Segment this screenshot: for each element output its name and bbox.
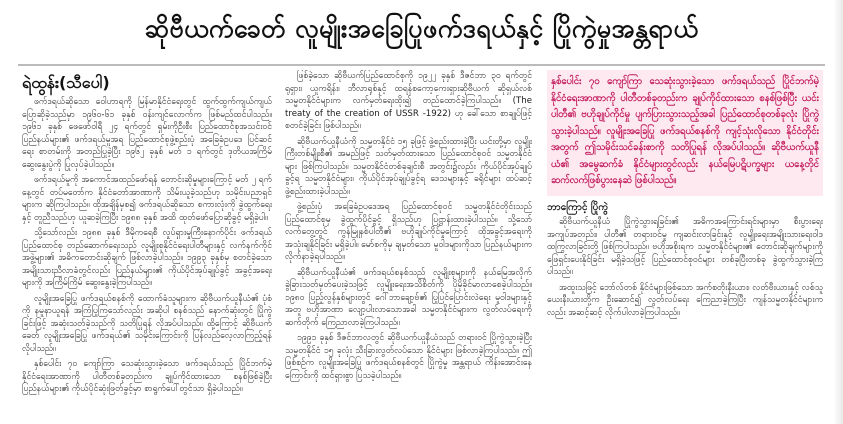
section-subheading: ဘာကြောင့် ပြိုကွဲ — [547, 201, 609, 213]
article-column-2 — [285, 70, 532, 424]
paragraph: အထူးသဖြင့် ဘော်လ်တစ် နိုင်ငံများဖြစ်သော အက်စတိုးနီးယား၊ လတ်ဗီးယားနှင့် လစ်သူယေးနီးယားတို့က ဦးဆောင်၍ လွတ်လပ်ရေး ကြေညာခဲ့ကြပြီး ကျန်သမ္မတနိုင်ငံများကလည်း အဆင့်ဆင့် လိုက်ပါလာခဲ့ကြပါသည်။ — [547, 282, 823, 318]
paragraph: ဖက်ဒရယ်ဆိုသော ဝေါဟာရကို မြန်မာနိုင်ငံရေးတွင် ထွက်ထွက်ကျယ်ကျယ် ပြောဆိုခဲ့သည်မှာ ၁၉၆၀-၆၁ ခုနှစ် ဝန်းကျင်လောက်က ဖြစ်မည်ထင်ပါသည်။ ၁၉၆၁ ခုနှစ် ဖေဖော်ဝါရီ ၂၄ ရက်တွင် ရှမ်းကိုဦးစီး ပြည်ထောင်စုအသင်းဝင် ပြည်နယ်များ၏ ဖက်ဒရယ်မူအရ ပြည်ထောင်စုဖွဲ့စည်းပုံ အခြေခံဥပဒေ ပြင်ဆင်ရေး စာတမ်းကို အတည်ပြုခဲ့ပြီး ၁၉၆၂ ခုနှစ် မတ် ၁ ရက်တွင် ဒုတိယအကြိမ်ဆွေးနွေးပွဲကို ပြုလုပ်ခဲ့ပါသည်။ — [22, 97, 272, 170]
paragraph: ဖက်ဒရယ်မူကို အကောင်အထည်ဖော်ရန် တောင်းဆိုမှုများကြောင့် မတ် ၂ ရက်နေ့တွင် တပ်မတော်က နိုင်ငံတော်အာဏာကို သိမ်းယူခဲ့သည်ဟု သမိုင်းပညာရှင်များက ဆိုကြပါသည်။ ထိုအချိန်မှစ၍ ဖက်ဒရယ်ဆိုသော စကားလုံးကို ခွဲထွက်ရေးနှင့် တူညီသည်ဟု ယူဆခဲ့ကြပြီး ၁၉၈၈ ခုနှစ် အထိ ထုတ်ဖော်ပြောဆိုခွင့် မရှိခဲ့ပါ။ — [22, 175, 272, 223]
paragraph: ဆိုဗီယက်ယူနီယံကို သမ္မတနိုင်ငံ ၁၅ ခုဖြင့် ဖွဲ့စည်းထားခဲ့ပြီး ယင်းတို့မှာ လူမျိုးကြီးတစ်မျိုးစီ၏ အမည်ဖြင့် သတ်မှတ်ထားသော ပြည်ထောင်စုဝင် သမ္မတနိုင်ငံများ ဖြစ်ကြပါသည်။ သမ္မတနိုင်ငံတစ်ခုချင်းစီ အတွင်း၌လည်း ကိုယ်ပိုင်အုပ်ချုပ်ခွင့်ရ သမ္မတနိုင်ငံများ၊ ကိုယ်ပိုင်အုပ်ချုပ်ခွင့်ရ ဒေသများနှင့် ခရိုင်များ ထပ်ဆင့်ဖွဲ့စည်းထားခဲ့ပါသည်။ — [285, 136, 532, 197]
article-column-3 — [547, 70, 823, 424]
article-column-1 — [22, 96, 272, 424]
paragraph: သို့သော်လည်း ၁၉၈၈ ခုနှစ် ဒီမိုကရေစီ လှုပ်ရှားမှုကြီးနောက်ပိုင်း ဖက်ဒရယ် ပြည်ထောင်စု တည်ဆောက်ရေးသည် လူမျိုးစုနိုင်ငံရေးပါတီများနှင့် လက်နက်ကိုင်အဖွဲ့များ၏ အဓိကတောင်းဆိုချက် ဖြစ်လာခဲ့ပါသည်။ ၁၉၉၃ ခုနှစ်မှ စတင်ခဲ့သော အမျိုးသားညီလာခံတွင်လည်း ပြည်နယ်များ၏ ကိုယ်ပိုင်အုပ်ချုပ်ခွင့် အခွင့်အရေးများကို အကြိမ်ကြိမ် ဆွေးနွေးခဲ့ကြပါသည်။ — [22, 228, 272, 288]
paragraph: ဆိုဗီယက်ယူနီယံ၏ ဖက်ဒရယ်စနစ်သည် လူမျိုးစုများကို နယ်မြေအလိုက် ခွဲခြားသတ်မှတ်ပေးခဲ့သဖြင့် လူမျိုးရေးအသိစိတ်ကို ပိုမိုခိုင်မာလာစေခဲ့ပါသည်။ ၁၉၈၀ ပြည့်လွန်နှစ်များတွင် ဂေါ်ဘာချော့ဗ်၏ ပြုပြင်ပြောင်းလဲရေး မူဝါဒများနှင့်အတူ ဗဟိုအာဏာ လျော့ပါးလာသောအခါ သမ္မတနိုင်ငံများက လွတ်လပ်ရေးကို ဆက်တိုက် ကြေညာလာခဲ့ကြပါသည်။ — [285, 267, 532, 328]
paragraph: ဖွဲ့စည်းပုံ အခြေခံဥပဒေအရ ပြည်ထောင်စုဝင် သမ္မတနိုင်ငံတိုင်းသည် ပြည်ထောင်စုမှ ခွဲထွက်ပိုင်ခွင့် ရှိသည်ဟု ပြဋ္ဌာန်းထားခဲ့ပါသည်။ သို့သော် လက်တွေ့တွင် ကွန်မြူနစ်ပါတီ၏ ဗဟိုချုပ်ကိုင်မှုကြောင့် ထိုအခွင့်အရေးကို အသုံးချနိုင်ခြင်း မရှိခဲ့ပါ။ မော်စကိုမှ ချမှတ်သော မူဝါဒများကိုသာ ပြည်နယ်များက လိုက်နာခဲ့ရပါသည်။ — [285, 202, 532, 262]
paragraph: လူမျိုးအခြေပြု ဖက်ဒရယ်စနစ်ကို ထောက်ခံသူများက ဆိုဗီယက်ယူနီယံ၏ ပုံစံကို နမူနာယူရန် အကြံပြုကြသော်လည်း အဆိုပါ စနစ်သည် နောက်ဆုံးတွင် ပြိုကွဲခြင်းဖြင့် အဆုံးသတ်ခဲ့သည်ကို သတိပြုရန် လိုအပ်ပါသည်။ ထို့ကြောင့် ဆိုဗီယက်ခေတ် လူမျိုးအခြေပြု ဖက်ဒရယ်၏ သမိုင်းကြောင်းကို ပြန်လည်လေ့လာကြည့်ရန် လိုပါသည်။ — [22, 293, 272, 354]
paragraph: ဖြစ်ခဲ့သော ဆိုဗီယက်ပြည်ထောင်စုကို ၁၉၂၂ ခုနှစ် ဒီဇင်ဘာ ၃၀ ရက်တွင် ရုရှား၊ ယူကရိန်း၊ ဘီလာရုစ်နှင့် ထရန်စကော့ကေးရှားဆိုဗီယက် ဆိုရှယ်လစ် သမ္မတနိုင်ငံများက လက်မှတ်ရေးထိုး၍ တည်ထောင်ခဲ့ကြပါသည်။ (The treaty of the creation of USSR -1922) ဟု ခေါ်သော စာချုပ်ဖြင့် စတင်ခဲ့ခြင်း ဖြစ်ပါသည်။ — [285, 71, 532, 131]
pull-quote-text: နှစ်ပေါင်း ၇၀ ကျော်ကြာ သေဆုံးသွားခဲ့သော ဖက်ဒရယ်သည် ပြိုင်ဘက်မဲ့ နိုင်ငံရေးအာဏာကို ပါတီတစ်ခုတည်းက ချုပ်ကိုင်ထားသော စနစ်ဖြစ်ပြီး ယင်းပါတီ၏ ဗဟိုချုပ်ကိုင်မှု ပျက်ပြားသွားသည့်အခါ ပြည်ထောင်စုတစ်ခုလုံး ပြိုကွဲသွားခဲ့ပါသည်။ လူမျိုးအခြေပြု ဖက်ဒရယ်စနစ်ကို ကျင့်သုံးလိုသော နိုင်ငံတိုင်းအတွက် ဤသမိုင်းသင်ခန်းစာကို သတိပြုရန် လိုအပ်ပါသည်။ ဆိုဗီယက်ယူနီယံ၏ အမွေဆက်ခံ နိုင်ငံများတွင်လည်း နယ်မြေပဋိပက္ခများ ယနေ့တိုင် ဆက်လက်ဖြစ်ပွားနေဆဲ ဖြစ်ပါသည်။ — [551, 76, 819, 186]
headline-divider — [18, 64, 825, 66]
page-edge-shadow — [833, 0, 843, 424]
article-headline: ဆိုဗီယက်ခေတ် လူမျိုးအခြေပြုဖက်ဒရယ်နှင့် ပြိုကွဲမှုအန္တရာယ် — [144, 13, 699, 43]
paragraph: ဆိုဗီယက်ယူနီယံ ပြိုကွဲသွားရခြင်း၏ အဓိကအကြောင်းရင်းများမှာ စီးပွားရေးအကျပ်အတည်း၊ ပါတီ၏ တရားဝင်မှု ကျဆင်းလာခြင်းနှင့် လူမျိုးရေးအမျိုးသားရေးဝါဒ ထကြွလာခြင်းတို့ ဖြစ်ကြပါသည်။ ဗဟိုအစိုးရက သမ္မတနိုင်ငံများ၏ တောင်းဆိုချက်များကို ဖြေရှင်းပေးနိုင်ခြင်း မရှိခဲ့သဖြင့် ပြည်ထောင်စုဝင်များ တစ်ခုပြီးတစ်ခု ခွဲထွက်သွားခဲ့ကြပါသည်။ — [547, 217, 823, 277]
paragraph: ၁၉၉၁ ခုနှစ် ဒီဇင်ဘာလတွင် ဆိုဗီယက်ယူနီယံသည် တရားဝင် ပြိုကွဲသွားခဲ့ပြီး သမ္မတနိုင်ငံ ၁၅ ခုလုံး သီးခြားလွတ်လပ်သော နိုင်ငံများ ဖြစ်လာခဲ့ကြပါသည်။ ဤဖြစ်စဉ်က လူမျိုးအခြေပြု ဖက်ဒရယ်စနစ်တွင် ပြိုကွဲမှု အန္တရာယ် ကိန်းအောင်းနေကြောင်းကို ထင်ရှားစွာ ပြသခဲ့ပါသည်။ — [285, 333, 532, 381]
headline-band — [0, 0, 843, 62]
paragraph: နှစ်ပေါင်း ၇၀ ကျော်ကြာ သေဆုံးသွားခဲ့သော ဖက်ဒရယ်သည် ပြိုင်ဘက်မဲ့ နိုင်ငံရေးအာဏာကို ပါတီတစ်ခုတည်းက ချုပ်ကိုင်ထားသော စနစ်ဖြစ်ခဲ့ပြီး ပြည်နယ်များ၏ ကိုယ်ပိုင်ဆုံးဖြတ်ခွင့်မှာ စာရွက်ပေါ်တွင်သာ ရှိခဲ့ပါသည်။ — [22, 359, 272, 394]
pull-quote — [547, 70, 823, 196]
author-byline: ရဲထွန်း(သီပေါ) — [22, 73, 110, 92]
